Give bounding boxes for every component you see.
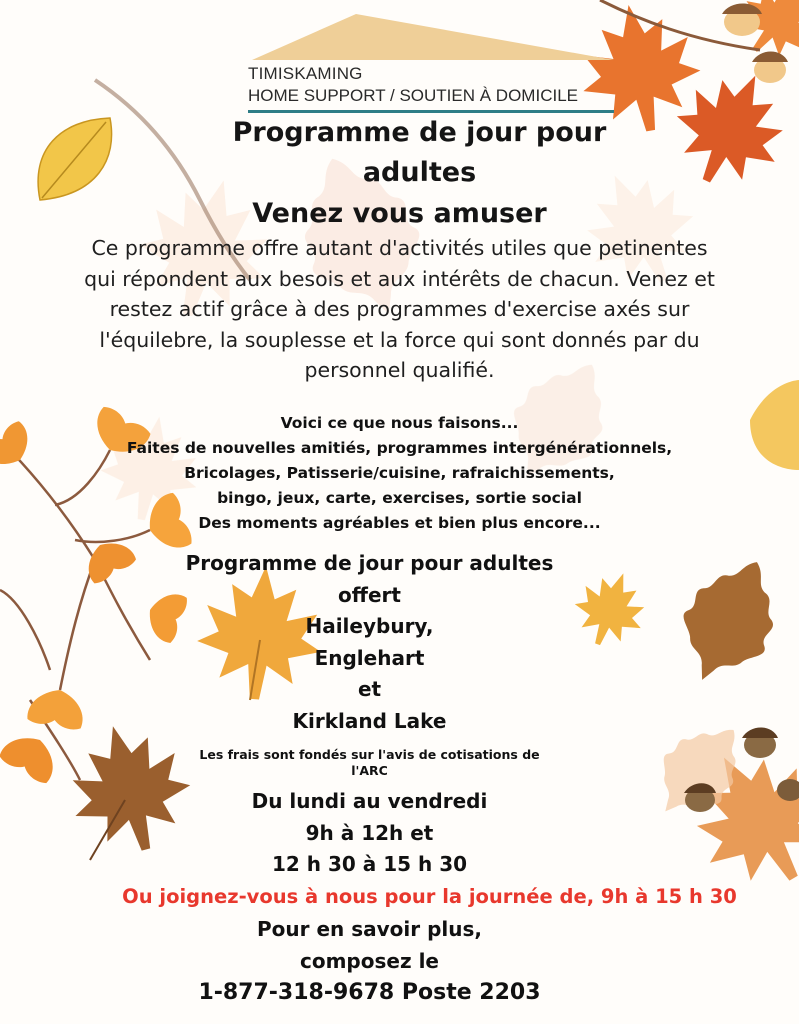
intro-line: Ce programme offre autant d'activités utiles que petinentes xyxy=(91,236,708,260)
activities-line: Des moments agréables et bien plus encore... xyxy=(198,514,601,532)
activities-line: bingo, jeux, carte, exercises, sortie social xyxy=(217,489,582,507)
activities-list xyxy=(0,411,799,536)
logo-underline xyxy=(248,110,614,113)
schedule-line: 9h à 12h et xyxy=(305,820,434,845)
fees-line: l'ARC xyxy=(351,763,388,778)
page-title xyxy=(0,116,799,231)
locations-line: Programme de jour pour adultes xyxy=(185,551,554,575)
schedule-line: 12 h 30 à 15 h 30 xyxy=(271,852,468,876)
intro-paragraph xyxy=(0,233,799,386)
activities-line: Voici ce que nous faisons... xyxy=(280,414,519,432)
contact-line: Pour en savoir plus, xyxy=(257,917,482,941)
contact-block xyxy=(0,914,799,977)
fees-note xyxy=(0,747,799,779)
intro-line: l'équilebre, la souplesse et la force qui sont donnés par du xyxy=(99,327,700,352)
locations-line: Kirkland Lake xyxy=(292,708,447,733)
activities-line: Faites de nouvelles amitiés, programmes intergénérationnels, xyxy=(126,439,673,457)
full-day-text: Ou joignez-vous à nous pour la journée de, 9h à 15 h 30 xyxy=(122,885,737,908)
org-name-line1: TIMISKAMING xyxy=(248,64,363,83)
locations-block xyxy=(0,548,799,737)
phone-number xyxy=(0,978,799,1008)
intro-line: qui répondent aux besois et aux intérêts de chacun. Venez et xyxy=(84,266,715,291)
intro-line: personnel qualifié. xyxy=(304,358,495,382)
schedule-line: Du lundi au vendredi xyxy=(251,789,488,813)
intro-line: restez actif grâce à des programmes d'exercise axés sur xyxy=(109,297,690,321)
contact-line: composez le xyxy=(300,948,439,973)
org-name-line2: HOME SUPPORT / SOUTIEN À DOMICILE xyxy=(248,86,578,105)
locations-line: Englehart xyxy=(314,645,425,670)
schedule-block xyxy=(0,786,799,881)
fees-line: Les frais sont fondés sur l'avis de cotisations de xyxy=(199,747,540,762)
activities-line: Bricolages, Patisserie/cuisine, rafraichissements, xyxy=(184,464,615,482)
house-roof-logo-icon xyxy=(252,14,614,60)
locations-line: Haileybury, xyxy=(305,614,434,638)
title-line: Programme de jour pour xyxy=(232,117,607,148)
title-line: adultes xyxy=(362,157,477,188)
locations-line: offert xyxy=(338,582,401,607)
locations-line: et xyxy=(357,677,382,701)
phone-text: 1-877-318-9678 Poste 2203 xyxy=(198,980,541,1005)
title-line: Venez vous amuser xyxy=(252,198,547,229)
full-day-offer xyxy=(0,884,799,910)
